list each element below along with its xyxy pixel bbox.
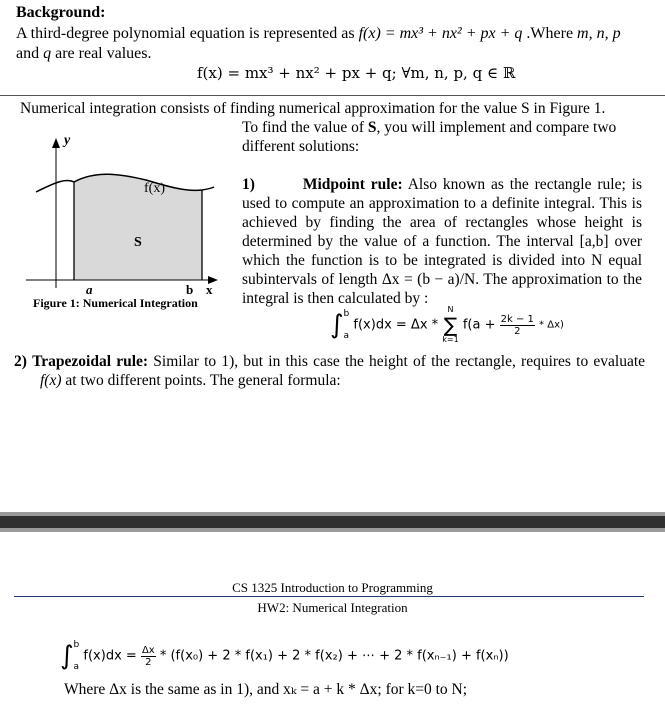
trap-upper: b bbox=[73, 640, 80, 650]
mid-frac-num: 2k − 1 bbox=[500, 313, 534, 325]
midpoint-text: Also known as the rectangle rule; is used to compute an approximation to a definite integral. This is achieved by finding the area of rectangles whose height is determined by the value of a function. The interval [a,b] over which the function is to be integrated is divided into N equal subintervals of length Δx = (b − a)/N. The approximation to the integral is then calculated by : bbox=[242, 176, 643, 307]
trapezoidal-paragraph bbox=[14, 352, 646, 390]
trap-number: 2) bbox=[14, 353, 27, 370]
hw-title: HW2: Numerical Integration bbox=[257, 600, 408, 615]
find-suffix: , you will implement and compare two different solutions: bbox=[242, 119, 617, 155]
intro-q: q bbox=[43, 45, 52, 62]
course-header: CS 1325 Introduction to Programming bbox=[232, 580, 433, 595]
sum-sign: ∑ bbox=[443, 313, 458, 337]
where-line: Where Δx is the same as in 1), and xₖ = a + k * Δx; for k=0 to N; bbox=[64, 681, 468, 698]
find-value-paragraph bbox=[242, 118, 642, 156]
x-label: x bbox=[206, 282, 213, 297]
numerical-intro: Numerical integration consists of finding numerical approximation for the value S in Figure 1. bbox=[20, 100, 606, 117]
midpoint-number: 1) bbox=[242, 176, 255, 193]
trap-fx: f(x) bbox=[40, 372, 62, 389]
divider bbox=[0, 95, 665, 96]
mid-integrand: f(x)dx = Δx * bbox=[353, 317, 443, 333]
mid-term-suffix: * Δx) bbox=[539, 319, 564, 331]
mid-upper: b bbox=[343, 309, 350, 319]
y-label: y bbox=[64, 133, 71, 148]
trap-lower: a bbox=[73, 662, 80, 672]
intro-eq: = mx³ + nx² + px + q bbox=[384, 25, 523, 42]
mid-frac-den: 2 bbox=[514, 325, 521, 337]
find-s: S bbox=[367, 119, 377, 136]
polynomial-equation: f(x) = mx³ + nx² + px + q; ∀m, n, p, q ∈ ℝ bbox=[197, 64, 516, 82]
fx-label: f(x) bbox=[144, 181, 165, 196]
mid-fraction bbox=[500, 314, 535, 337]
midpoint-paragraph bbox=[242, 175, 642, 308]
intro-vars: m, n, p bbox=[577, 25, 621, 42]
b-label: b bbox=[186, 282, 194, 297]
sum-upper: N bbox=[447, 305, 454, 314]
header-rule bbox=[14, 596, 644, 597]
page-separator bbox=[0, 516, 665, 528]
midpoint-formula bbox=[330, 303, 564, 347]
mid-lower: a bbox=[343, 331, 350, 341]
y-arrow-icon bbox=[52, 138, 60, 148]
intro-and: and bbox=[16, 45, 40, 62]
trap-text: Similar to 1), but in this case the height of the rectangle, requires to evaluate bbox=[153, 353, 646, 370]
page-separator-bottom bbox=[0, 528, 665, 532]
a-label: a bbox=[86, 282, 93, 297]
sum-lower: k=1 bbox=[442, 335, 459, 344]
intro-fx: f(x) bbox=[358, 25, 381, 42]
intro-where: .Where bbox=[526, 25, 574, 42]
intro-prefix: A third-degree polynomial equation is represented as bbox=[16, 25, 355, 42]
find-prefix: To find the value of bbox=[242, 119, 365, 136]
trap-integrand: f(x)dx = bbox=[83, 648, 137, 664]
integral-sign-2: ∫ bbox=[60, 641, 74, 671]
mid-term-prefix: f(a + bbox=[462, 317, 496, 333]
integration-figure bbox=[26, 130, 226, 300]
trap-frac-num: Δx bbox=[141, 644, 155, 656]
area-s bbox=[74, 174, 202, 280]
trap-title: Trapezoidal rule: bbox=[32, 353, 149, 370]
trap-rest: * (f(x₀) + 2 * f(x₁) + 2 * f(x₂) + ⋯ + 2 * f(xₙ₋₁) + f(xₙ)) bbox=[159, 648, 509, 664]
intro-suffix: are real values. bbox=[55, 45, 152, 62]
sum-block bbox=[442, 305, 458, 345]
s-label: S bbox=[134, 235, 142, 250]
intro-paragraph bbox=[16, 24, 656, 64]
integral-sign: ∫ bbox=[330, 310, 344, 340]
trap-fraction bbox=[141, 645, 156, 668]
trapezoidal-formula bbox=[60, 634, 509, 678]
trap-frac-den: 2 bbox=[145, 656, 152, 668]
trap-text2: at two different points. The general formula: bbox=[65, 372, 341, 389]
midpoint-title: Midpoint rule: bbox=[302, 176, 403, 193]
figure-caption: Figure 1: Numerical Integration bbox=[33, 296, 198, 310]
background-heading: Background: bbox=[16, 4, 106, 21]
